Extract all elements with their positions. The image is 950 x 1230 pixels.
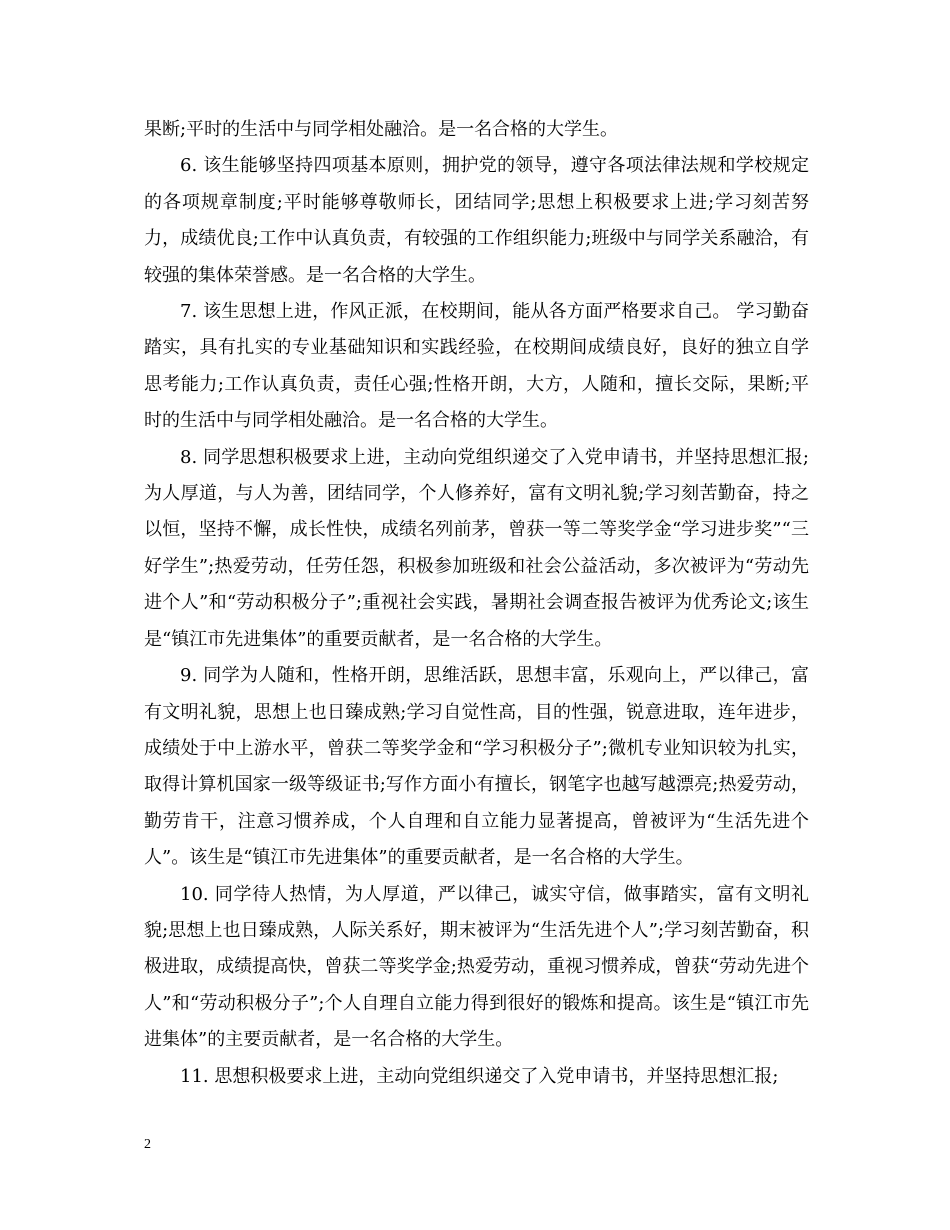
paragraph-item-8: 8. 同学思想积极要求上进，主动向党组织递交了入党申请书，并坚持思想汇报;为人厚道，与人为善，团结同学，个人修养好，富有文明礼貌;学习刻苦勤奋，持之以恒，坚持不懈，成长性快，成绩名列前茅，曾获一等二等奖学金“学习进步奖”“三好学生”;热爱劳动，任劳任怨，积极参加班级和社会公益活动，多次被评为“劳动先进个人”和“劳动积极分子”;重视社会实践，暑期社会调查报告被评为优秀论文;该生是“镇江市先进集体”的重要贡献者，是一名合格的大学生。 <box>144 446 809 650</box>
document-body <box>144 112 809 1095</box>
paragraph-item-10: 10. 同学待人热情，为人厚道，严以律己，诚实守信，做事踏实，富有文明礼貌;思想上也日臻成熟，人际关系好，期末被评为“生活先进个人”;学习刻苦勤奋，积极进取，成绩提高快，曾获二等奖学金;热爱劳动，重视习惯养成，曾获“劳动先进个人”和“劳动积极分子”;个人自理自立能力得到很好的锻炼和提高。该生是“镇江市先进集体”的主要贡献者，是一名合格的大学生。 <box>144 883 809 1051</box>
paragraph-item-7: 7. 该生思想上进，作风正派，在校期间，能从各方面严格要求自己。 学习勤奋踏实，具有扎实的专业基础知识和实践经验，在校期间成绩良好，良好的独立自学思考能力;工作认真负责，责任心强;性格开朗，大方，人随和，擅长交际，果断;平时的生活中与同学相处融洽。是一名合格的大学生。 <box>144 301 809 432</box>
page-number: 2 <box>144 1137 151 1152</box>
paragraph-item-6: 6. 该生能够坚持四项基本原则，拥护党的领导，遵守各项法律法规和学校规定的各项规章制度;平时能够尊敬师长，团结同学;思想上积极要求上进;学习刻苦努力，成绩优良;工作中认真负责，有较强的工作组织能力;班级中与同学关系融洽，有较强的集体荣誉感。是一名合格的大学生。 <box>144 155 809 286</box>
paragraph-continuation: 果断;平时的生活中与同学相处融洽。是一名合格的大学生。 <box>144 119 619 140</box>
paragraph-item-11: 11. 思想积极要求上进，主动向党组织递交了入党申请书，并坚持思想汇报; <box>180 1065 779 1087</box>
paragraph-item-9: 9. 同学为人随和，性格开朗，思维活跃，思想丰富，乐观向上，严以律己，富有文明礼貌，思想上也日臻成熟;学习自觉性高，目的性强，锐意进取，连年进步，成绩处于中上游水平，曾获二等奖学金和“学习积极分子”;微机专业知识较为扎实，取得计算机国家一级等级证书;写作方面小有擅长，钢笔字也越写越漂亮;热爱劳动，勤劳肯干，注意习惯养成，个人自理和自立能力显著提高，曾被评为“生活先进个人”。该生是“镇江市先进集体”的重要贡献者，是一名合格的大学生。 <box>144 665 809 869</box>
